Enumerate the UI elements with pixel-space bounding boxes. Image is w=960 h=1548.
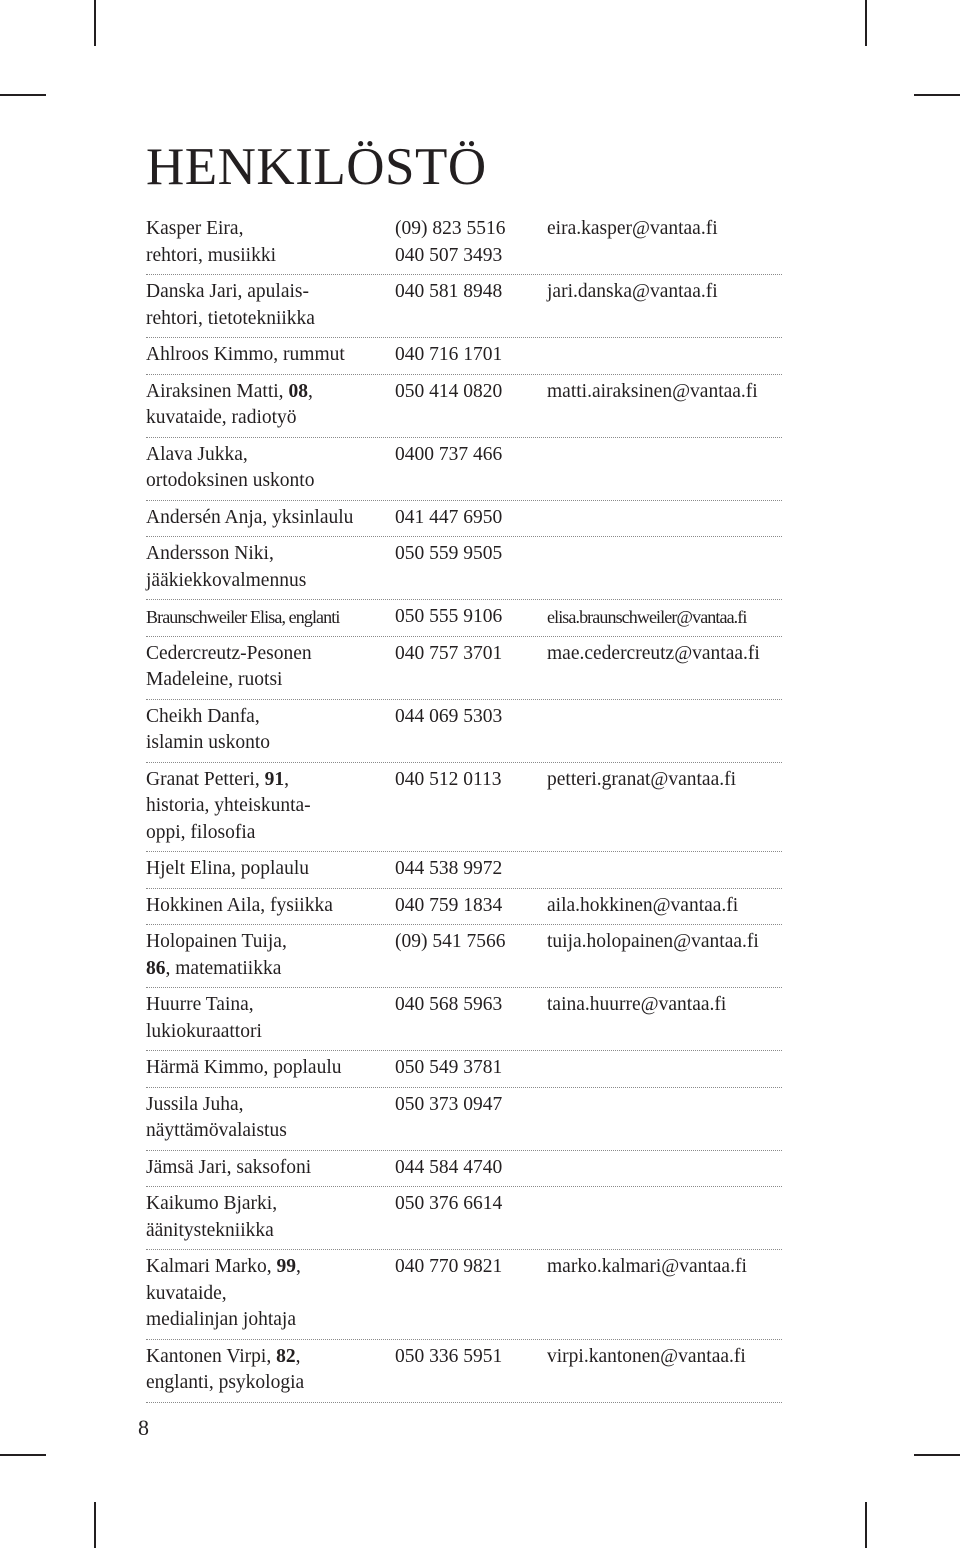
staff-entry [146, 1088, 782, 1151]
staff-entry [146, 600, 782, 637]
staff-text-line [146, 379, 394, 406]
phone-numbers [395, 216, 506, 269]
staff-name-role [146, 992, 394, 1045]
phone-numbers [395, 442, 502, 469]
staff-entry [146, 375, 782, 438]
staff-text-line: rehtori, tietotekniikka [146, 307, 315, 329]
staff-entry [146, 438, 782, 501]
staff-text-line: Kaikumo Bjarki, [146, 1193, 278, 1214]
staff-text-line: islamin uskonto [146, 732, 271, 753]
page-title: HENKILÖSTÖ [146, 138, 487, 196]
phone-number: 050 555 9106 [395, 606, 503, 627]
staff-name-role [146, 379, 394, 432]
staff-name-role [146, 893, 394, 920]
phone-numbers [395, 379, 502, 406]
email-address: aila.hokkinen@vantaa.fi [547, 894, 739, 916]
staff-text-line: Holopainen Tuija, [146, 931, 287, 952]
staff-entry [146, 1151, 782, 1188]
phone-numbers [395, 1055, 502, 1082]
staff-text-line: Andersén Anja, yksinlaulu [146, 506, 354, 528]
staff-entry [146, 275, 782, 338]
staff-text-line: rehtori, musiikki [146, 244, 276, 266]
staff-text-line: Cedercreutz-Pesonen [146, 642, 312, 664]
staff-text: , matematiikka [165, 957, 282, 979]
staff-text-line: jääkiekkovalmennus [146, 569, 307, 591]
room-suffix: , [307, 380, 313, 402]
phone-numbers [395, 856, 502, 883]
staff-text-line: oppi, filosofia [146, 821, 256, 843]
staff-text-line [146, 956, 394, 983]
phone-number: 0400 737 466 [395, 443, 503, 465]
staff-entry [146, 1250, 782, 1340]
staff-name-role [146, 604, 394, 631]
staff-text-line: Madeleine, ruotsi [146, 669, 283, 690]
phone-number: 040 568 5963 [395, 994, 503, 1015]
phone-numbers [395, 342, 502, 369]
phone-number: 040 512 0113 [395, 768, 502, 790]
crop-mark [94, 0, 96, 46]
phone-number: 040 716 1701 [395, 344, 503, 365]
phone-numbers [395, 704, 502, 731]
phone-number: (09) 541 7566 [395, 931, 506, 952]
phone-number: 040 759 1834 [395, 894, 503, 916]
staff-name-role [146, 1254, 394, 1334]
phone-numbers [395, 1254, 502, 1281]
staff-text-line: lukiokuraattori [146, 1020, 262, 1042]
page-number: 8 [138, 1415, 149, 1440]
phone-number: 050 376 6614 [395, 1193, 503, 1214]
room-number: 08 [288, 380, 308, 402]
phone-number: 050 373 0947 [395, 1093, 503, 1115]
phone-numbers [395, 1344, 502, 1371]
staff-text: Granat Petteri, [146, 768, 265, 790]
staff-name-role [146, 1155, 394, 1182]
staff-name-role [146, 856, 394, 883]
staff-text-line: Braunschweiler Elisa, englanti [146, 607, 340, 627]
email-address: matti.airaksinen@vantaa.fi [547, 380, 758, 402]
phone-numbers [395, 1155, 502, 1182]
staff-text-line [146, 1254, 394, 1281]
staff-text: Kalmari Marko, [146, 1256, 277, 1277]
room-suffix: , [295, 1345, 301, 1367]
phone-numbers [395, 767, 502, 794]
phone-number: 044 538 9972 [395, 858, 503, 879]
staff-name-role [146, 505, 394, 532]
staff-name-role [146, 767, 394, 847]
phone-numbers [395, 505, 502, 532]
staff-text-line: historia, yhteiskunta- [146, 795, 311, 816]
staff-text-line: Jämsä Jari, saksofoni [146, 1156, 312, 1178]
staff-text-line: äänitystekniikka [146, 1219, 274, 1241]
staff-text-line: Jussila Juha, [146, 1093, 244, 1115]
staff-name-role [146, 279, 394, 332]
staff-entry [146, 1340, 782, 1403]
room-suffix: , [296, 1256, 301, 1277]
email-address: marko.kalmari@vantaa.fi [547, 1256, 747, 1277]
phone-numbers [395, 992, 502, 1019]
crop-mark [914, 94, 960, 96]
staff-text-line: englanti, psykologia [146, 1372, 305, 1393]
email-address: mae.cedercreutz@vantaa.fi [547, 642, 760, 664]
staff-text-line: näyttämövalaistus [146, 1120, 287, 1141]
email-address: jari.danska@vantaa.fi [547, 281, 718, 302]
staff-text-line: Danska Jari, apulais- [146, 281, 309, 302]
phone-numbers [395, 279, 502, 306]
staff-entry [146, 537, 782, 600]
room-suffix: , [284, 768, 289, 790]
phone-number: 050 336 5951 [395, 1345, 503, 1367]
email-address: petteri.granat@vantaa.fi [547, 768, 737, 790]
staff-text-line [146, 767, 394, 794]
staff-text-line: medialinjan johtaja [146, 1309, 296, 1330]
staff-text-line: Härmä Kimmo, poplaulu [146, 1057, 342, 1078]
phone-number: 040 507 3493 [395, 244, 503, 266]
email-address: eira.kasper@vantaa.fi [547, 218, 718, 239]
staff-text-line: Kasper Eira, [146, 218, 244, 239]
phone-number: 040 581 8948 [395, 281, 503, 302]
staff-text-line: Alava Jukka, [146, 443, 248, 465]
staff-name-role [146, 929, 394, 982]
staff-name-role [146, 1191, 394, 1244]
phone-number: 040 757 3701 [395, 642, 503, 664]
phone-numbers [395, 641, 502, 668]
phone-number: 041 447 6950 [395, 506, 503, 528]
phone-number: 044 584 4740 [395, 1156, 503, 1178]
staff-entry [146, 501, 782, 538]
staff-entry [146, 1051, 782, 1088]
staff-text-line: Andersson Niki, [146, 543, 274, 564]
staff-text: Airaksinen Matti, [146, 380, 289, 402]
room-number: 99 [276, 1256, 297, 1277]
email-address: virpi.kantonen@vantaa.fi [547, 1345, 746, 1367]
phone-numbers [395, 1092, 502, 1119]
staff-text-line: kuvataide, radiotyö [146, 407, 297, 428]
crop-mark [0, 94, 46, 96]
staff-list [146, 212, 782, 1403]
email-address: elisa.braunschweiler@vantaa.fi [547, 607, 747, 627]
phone-number: (09) 823 5516 [395, 218, 506, 239]
staff-name-role [146, 342, 394, 369]
email-address: taina.huurre@vantaa.fi [547, 994, 727, 1015]
staff-name-role [146, 1344, 394, 1397]
staff-name-role [146, 641, 394, 694]
phone-number: 050 414 0820 [395, 380, 503, 402]
crop-mark [0, 1454, 46, 1456]
staff-text-line: kuvataide, [146, 1282, 227, 1304]
staff-text-line: Cheikh Danfa, [146, 705, 260, 727]
phone-number: 044 069 5303 [395, 705, 503, 727]
staff-text-line: Huurre Taina, [146, 994, 254, 1015]
staff-name-role [146, 1055, 394, 1082]
phone-numbers [395, 893, 502, 920]
crop-mark [94, 1502, 96, 1548]
phone-numbers [395, 929, 506, 956]
room-number: 86 [146, 957, 166, 979]
room-number: 82 [276, 1345, 296, 1367]
crop-mark [914, 1454, 960, 1456]
staff-text: Kantonen Virpi, [146, 1345, 277, 1367]
phone-numbers [395, 604, 502, 631]
room-number: 91 [264, 768, 285, 790]
phone-number: 040 770 9821 [395, 1256, 503, 1277]
crop-mark [865, 1502, 867, 1548]
crop-mark [865, 0, 867, 46]
phone-number: 050 549 3781 [395, 1057, 503, 1078]
staff-text-line: ortodoksinen uskonto [146, 470, 315, 491]
staff-entry [146, 889, 782, 926]
staff-text-line: Hokkinen Aila, fysiikka [146, 894, 333, 916]
staff-entry [146, 338, 782, 375]
staff-name-role [146, 216, 394, 269]
staff-entry [146, 988, 782, 1051]
staff-entry [146, 763, 782, 853]
staff-entry [146, 212, 782, 275]
staff-entry [146, 637, 782, 700]
staff-text-line: Ahlroos Kimmo, rummut [146, 344, 345, 365]
staff-name-role [146, 1092, 394, 1145]
staff-text-line: Hjelt Elina, poplaulu [146, 858, 310, 879]
staff-entry [146, 925, 782, 988]
phone-numbers [395, 541, 502, 568]
staff-text-line [146, 1344, 394, 1371]
staff-entry [146, 852, 782, 889]
phone-numbers [395, 1191, 502, 1218]
staff-entry [146, 700, 782, 763]
staff-name-role [146, 704, 394, 757]
email-address: tuija.holopainen@vantaa.fi [547, 931, 759, 952]
staff-entry [146, 1187, 782, 1250]
staff-name-role [146, 541, 394, 594]
phone-number: 050 559 9505 [395, 543, 503, 564]
staff-name-role [146, 442, 394, 495]
